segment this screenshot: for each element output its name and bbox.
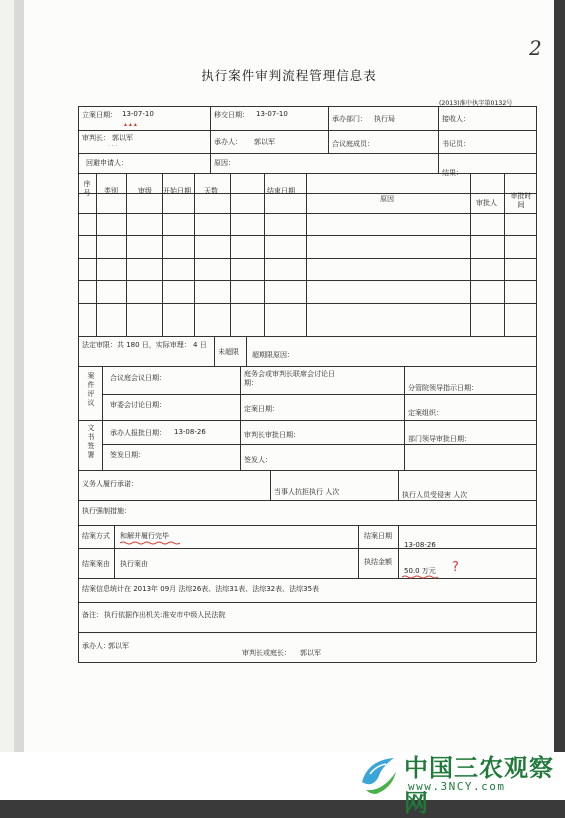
document-title: 执行案件审判流程管理信息表 [201, 68, 377, 83]
statistics-line: 结案信息统计在 2013年 09月 法综26表、法综31表、法综32表、法综35表 [82, 585, 320, 593]
statutory-limit-text: 法定审限：共 180 日，实际审理： 4 日 [82, 341, 207, 349]
transfer-date-label: 移交日期： [214, 111, 249, 119]
presiding-judge-label: 审判长： [82, 134, 110, 142]
dept-leader-approval-label: 部门领导审批日期： [408, 435, 471, 443]
executed-amount-label: 执结金额 [364, 558, 392, 566]
col-header-end-date: 结束日期 [267, 187, 295, 195]
watermark-footer [0, 752, 565, 817]
clerk-label: 书记员： [442, 140, 470, 148]
issue-date-label: 签发日期： [110, 451, 145, 459]
closing-method-label: 结案方式 [82, 532, 110, 540]
filing-date-label: 立案日期： [82, 111, 117, 119]
collegial-meeting-label: 合议庭会议日期： [110, 374, 166, 382]
document-page [24, 0, 554, 752]
col-header-approval-time: 审批时间 [510, 192, 532, 209]
committee-discussion-label: 审委会讨论日期： [110, 401, 166, 409]
col-header-reason: 原因 [380, 195, 394, 203]
handler-label: 承办人： [214, 138, 242, 146]
case-number: (2013)淮中执字第0132号 [439, 100, 513, 107]
col-header-no: 序号 [83, 180, 91, 197]
col-header-category: 类别 [104, 187, 118, 195]
red-underline-amount [402, 575, 440, 579]
bottom-signer-value: 郭以军 [300, 649, 321, 657]
handler-value: 郭以军 [254, 138, 275, 146]
bottom-handler-value: 郭以军 [108, 642, 129, 650]
red-question-mark: ? [452, 560, 459, 575]
paper-shadow [14, 0, 24, 752]
close-date-value: 13-08-26 [404, 541, 436, 549]
execution-basis-line: 执行依据作出机关:淮安市中级人民法院 [104, 611, 226, 619]
col-header-level: 审级 [138, 187, 152, 195]
president-meeting-label: 庭务会或审判长联席会讨论日期： [244, 370, 335, 387]
receiver-label: 接收人： [442, 115, 470, 123]
decision-org-label: 定案组织： [408, 409, 443, 417]
dept-label: 承办部门： [332, 115, 367, 123]
close-date-label: 结案日期 [364, 532, 392, 540]
issuer-label: 签发人： [244, 456, 272, 464]
red-underline-method [120, 541, 180, 545]
discussion-group-label: 案件评议 [87, 372, 95, 407]
court-leader-instruction-label: 分管院领导指示日期： [408, 384, 478, 392]
notes-label: 备注： [82, 611, 103, 619]
col-header-approver: 审批人 [476, 199, 497, 207]
filing-date-value: 13-07-10 [122, 110, 154, 118]
executed-amount-value: 50.0 万元 [404, 567, 436, 575]
overdue-reason-label: 超期限原因： [252, 351, 294, 359]
closing-method-value: 和解并履行完毕 [120, 532, 169, 540]
obligation-promise-label: 义务人履行承诺： [82, 480, 138, 488]
not-exceeded-label: 未超限 [218, 348, 239, 356]
presiding-judge-value: 郭以军 [112, 134, 133, 142]
closing-cause-label: 结案案由 [82, 560, 110, 568]
watermark-site-name: 中国三农观察网 [404, 754, 554, 817]
col-header-start-date: 开始日期 [163, 187, 191, 195]
transfer-date-value: 13-07-10 [256, 110, 288, 118]
left-page-edge [0, 0, 14, 800]
docs-group-label: 文书签署 [87, 424, 95, 459]
enforcement-measures-label: 执行强制措施： [82, 507, 131, 515]
bottom-signer-label: 审判长或庭长： [242, 649, 291, 657]
recusal-applicant-label: 回避申请人： [86, 159, 128, 167]
presiding-approval-label: 审判长审批日期： [244, 431, 300, 439]
report-date-label: 承办人报批日期： [110, 429, 166, 437]
leaf-swirl-icon [356, 752, 402, 798]
bottom-handler-label: 承办人： [82, 642, 110, 650]
decision-date-label: 定案日期： [244, 405, 279, 413]
recusal-result-label: 结果： [442, 169, 463, 177]
recusal-reason-label: 原因： [214, 159, 235, 167]
dept-value: 执行局 [374, 115, 395, 123]
col-header-days: 天数 [204, 187, 218, 195]
watermark-site-url: www.3NCY.com [408, 780, 506, 793]
obstruct-count-label: 执行人员受侵害 人次 [402, 491, 468, 499]
closing-cause-value: 执行案由 [120, 560, 148, 568]
red-tick-marks: ▴ ▴ ▴ [124, 121, 137, 128]
panel-members-label: 合议庭成员： [332, 140, 374, 148]
refuse-count-label: 当事人抗拒执行 人次 [274, 488, 340, 496]
handwritten-page-number: 2 [529, 36, 542, 60]
red-handwriting-mark: · · · [108, 143, 118, 150]
report-date-value: 13-08-26 [174, 428, 206, 436]
